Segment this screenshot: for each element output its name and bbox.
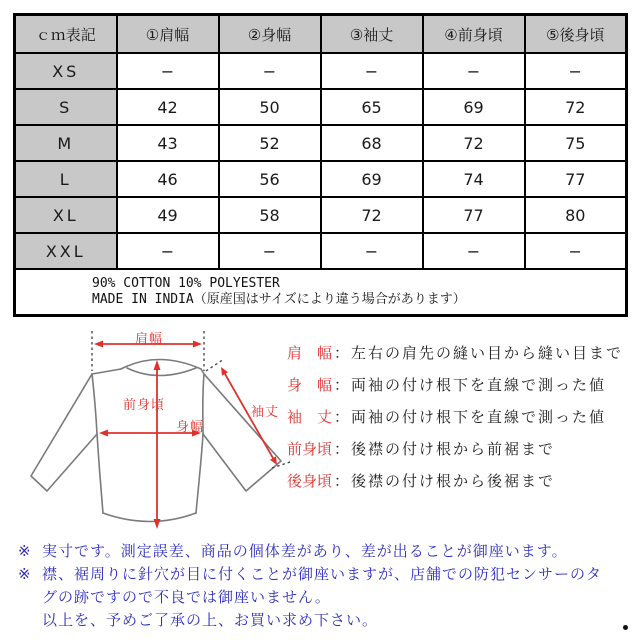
note-text: 襟、裾周りに針穴が目に付くことが御座いますが、店舗での防犯センサーのタ <box>42 565 603 583</box>
legend-item <box>287 343 623 363</box>
table-row <box>15 125 627 161</box>
cell-value: − <box>219 53 321 89</box>
material-row <box>15 269 627 316</box>
legend-separator: ： <box>334 376 350 394</box>
cell-value: 46 <box>117 161 219 197</box>
cell-value: − <box>321 233 423 269</box>
cell-value: 43 <box>117 125 219 161</box>
note-line <box>18 563 633 586</box>
note-text: グの跡ですので不良では御座いません。 <box>42 588 331 606</box>
material-line-1: 90% COTTON 10% POLYESTER <box>92 276 280 291</box>
cell-value: 75 <box>525 125 627 161</box>
legend-description: 両袖の付け根下を直線で測った値 <box>351 376 607 394</box>
cell-value: 50 <box>219 89 321 125</box>
col-header-sleeve: ③袖丈 <box>321 15 423 54</box>
note-text: 実寸です。測定誤差、商品の個体差があり、差が出ることが御座います。 <box>42 542 568 560</box>
legend-item <box>287 407 623 427</box>
col-header-unit: ｃｍ表記 <box>15 15 117 54</box>
cell-value: − <box>117 233 219 269</box>
shirt-outline <box>31 360 281 522</box>
cell-value: 74 <box>423 161 525 197</box>
cell-value: 72 <box>525 89 627 125</box>
cell-value: 65 <box>321 89 423 125</box>
note-line <box>18 586 633 609</box>
table-row <box>15 161 627 197</box>
cell-value: 52 <box>219 125 321 161</box>
diagram-label-chest: 身幅 <box>176 420 205 435</box>
col-header-chest: ②身幅 <box>219 15 321 54</box>
note-line <box>18 609 633 632</box>
shirt-measurement-diagram <box>15 325 305 540</box>
cell-value: 68 <box>321 125 423 161</box>
note-text: 以上を、予めご了承の上、お買い求め下さい。 <box>42 611 379 629</box>
size-table <box>13 13 628 317</box>
col-header-shoulder: ①肩幅 <box>117 15 219 54</box>
note-marker: ※ <box>18 565 31 583</box>
cell-value: 69 <box>423 89 525 125</box>
cell-value: 80 <box>525 197 627 233</box>
cell-value: 72 <box>423 125 525 161</box>
cell-value: 77 <box>525 161 627 197</box>
cell-value: − <box>525 53 627 89</box>
cell-value: 72 <box>321 197 423 233</box>
diagram-label-shoulder: 肩幅 <box>135 332 164 347</box>
legend-item <box>287 375 623 395</box>
footnotes <box>18 540 633 632</box>
table-header-row <box>15 15 627 54</box>
legend-item <box>287 439 623 459</box>
note-marker <box>18 586 42 609</box>
cell-value: 69 <box>321 161 423 197</box>
size-label: XXL <box>15 233 117 269</box>
cell-value: − <box>423 233 525 269</box>
stray-dot <box>623 625 628 630</box>
note-marker <box>18 609 42 632</box>
cell-value: − <box>219 233 321 269</box>
legend-separator: ： <box>334 440 350 458</box>
legend-term: 身 幅 <box>287 376 333 394</box>
cell-value: 77 <box>423 197 525 233</box>
legend-separator: ： <box>334 344 350 362</box>
size-label: M <box>15 125 117 161</box>
cell-value: 42 <box>117 89 219 125</box>
col-header-front-length: ④前身頃 <box>423 15 525 54</box>
legend-description: 後襟の付け根から後裾まで <box>351 472 556 490</box>
legend-item <box>287 471 623 491</box>
material-line-2: MADE IN INDIA（原産国はサイズにより違う場合があります） <box>92 292 466 307</box>
material-info <box>15 269 627 316</box>
cell-value: − <box>525 233 627 269</box>
col-header-back-length: ⑤後身頃 <box>525 15 627 54</box>
legend-separator: ： <box>334 408 350 426</box>
table-row <box>15 233 627 269</box>
cell-value: − <box>117 53 219 89</box>
size-label: XS <box>15 53 117 89</box>
measurement-legend <box>287 343 623 503</box>
legend-description: 両袖の付け根下を直線で測った値 <box>351 408 607 426</box>
size-label: S <box>15 89 117 125</box>
legend-term: 前身頃 <box>287 440 333 458</box>
note-line <box>18 540 633 563</box>
size-label: L <box>15 161 117 197</box>
cell-value: 49 <box>117 197 219 233</box>
legend-term: 袖 丈 <box>287 408 333 426</box>
table-row <box>15 53 627 89</box>
diagram-label-sleeve: 袖丈 <box>251 405 280 420</box>
legend-separator: ： <box>334 472 350 490</box>
cell-value: 58 <box>219 197 321 233</box>
size-label: XL <box>15 197 117 233</box>
cell-value: 56 <box>219 161 321 197</box>
cell-value: − <box>321 53 423 89</box>
legend-description: 後襟の付け根から前裾まで <box>351 440 556 458</box>
table-row <box>15 89 627 125</box>
diagram-label-front-length: 前身頃 <box>123 398 166 413</box>
cell-value: − <box>423 53 525 89</box>
legend-term: 肩 幅 <box>287 344 333 362</box>
note-marker: ※ <box>18 542 31 560</box>
legend-description: 左右の肩先の縫い目から縫い目まで <box>351 344 624 362</box>
legend-term: 後身頃 <box>287 472 333 490</box>
table-row <box>15 197 627 233</box>
